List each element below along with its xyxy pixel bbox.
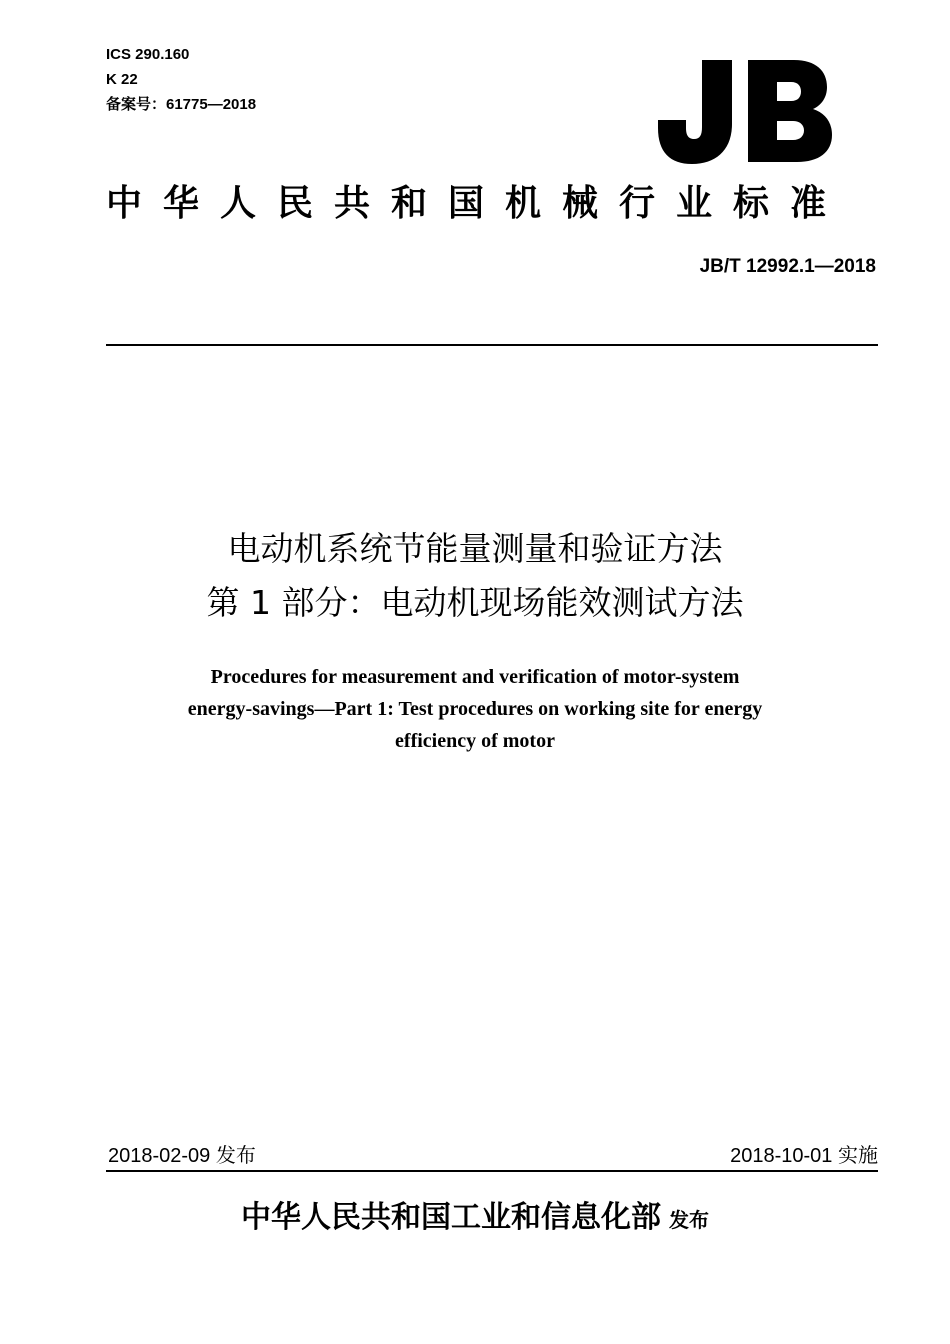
title-en-line-2: energy-savings—Part 1: Test procedures on working site for energy	[187, 698, 763, 720]
bottom-divider	[106, 1170, 878, 1172]
issuer-suffix: 发布	[669, 1208, 709, 1232]
ccs-code: K 22	[106, 71, 138, 88]
ics-code: ICS 290.160	[106, 46, 190, 63]
implement-date: 2018-10-01 实施	[730, 1145, 878, 1167]
jb-logo	[656, 56, 836, 166]
title-en-line-1: Procedures for measurement and verification of motor-system	[210, 666, 740, 688]
standard-number: JB/T 12992.1—2018	[699, 256, 876, 277]
record-number: 备案号：61775—2018	[106, 96, 257, 113]
publish-date: 2018-02-09 发布	[108, 1145, 256, 1167]
issuer-name: 中华人民共和国工业和信息化部	[241, 1200, 661, 1235]
jb-logo-letter-j	[658, 60, 732, 164]
standard-class-title: 中华人民共和国机械行业标准	[106, 183, 848, 224]
jb-logo-letter-b	[748, 60, 832, 162]
top-divider	[106, 344, 878, 346]
title-cn-line-2: 第 1 部分：电动机现场能效测试方法	[206, 583, 744, 622]
issuer-line	[0, 1196, 950, 1240]
title-en-line-3: efficiency of motor	[395, 730, 555, 752]
title-cn-line-1: 电动机系统节能量测量和验证方法	[227, 529, 723, 568]
